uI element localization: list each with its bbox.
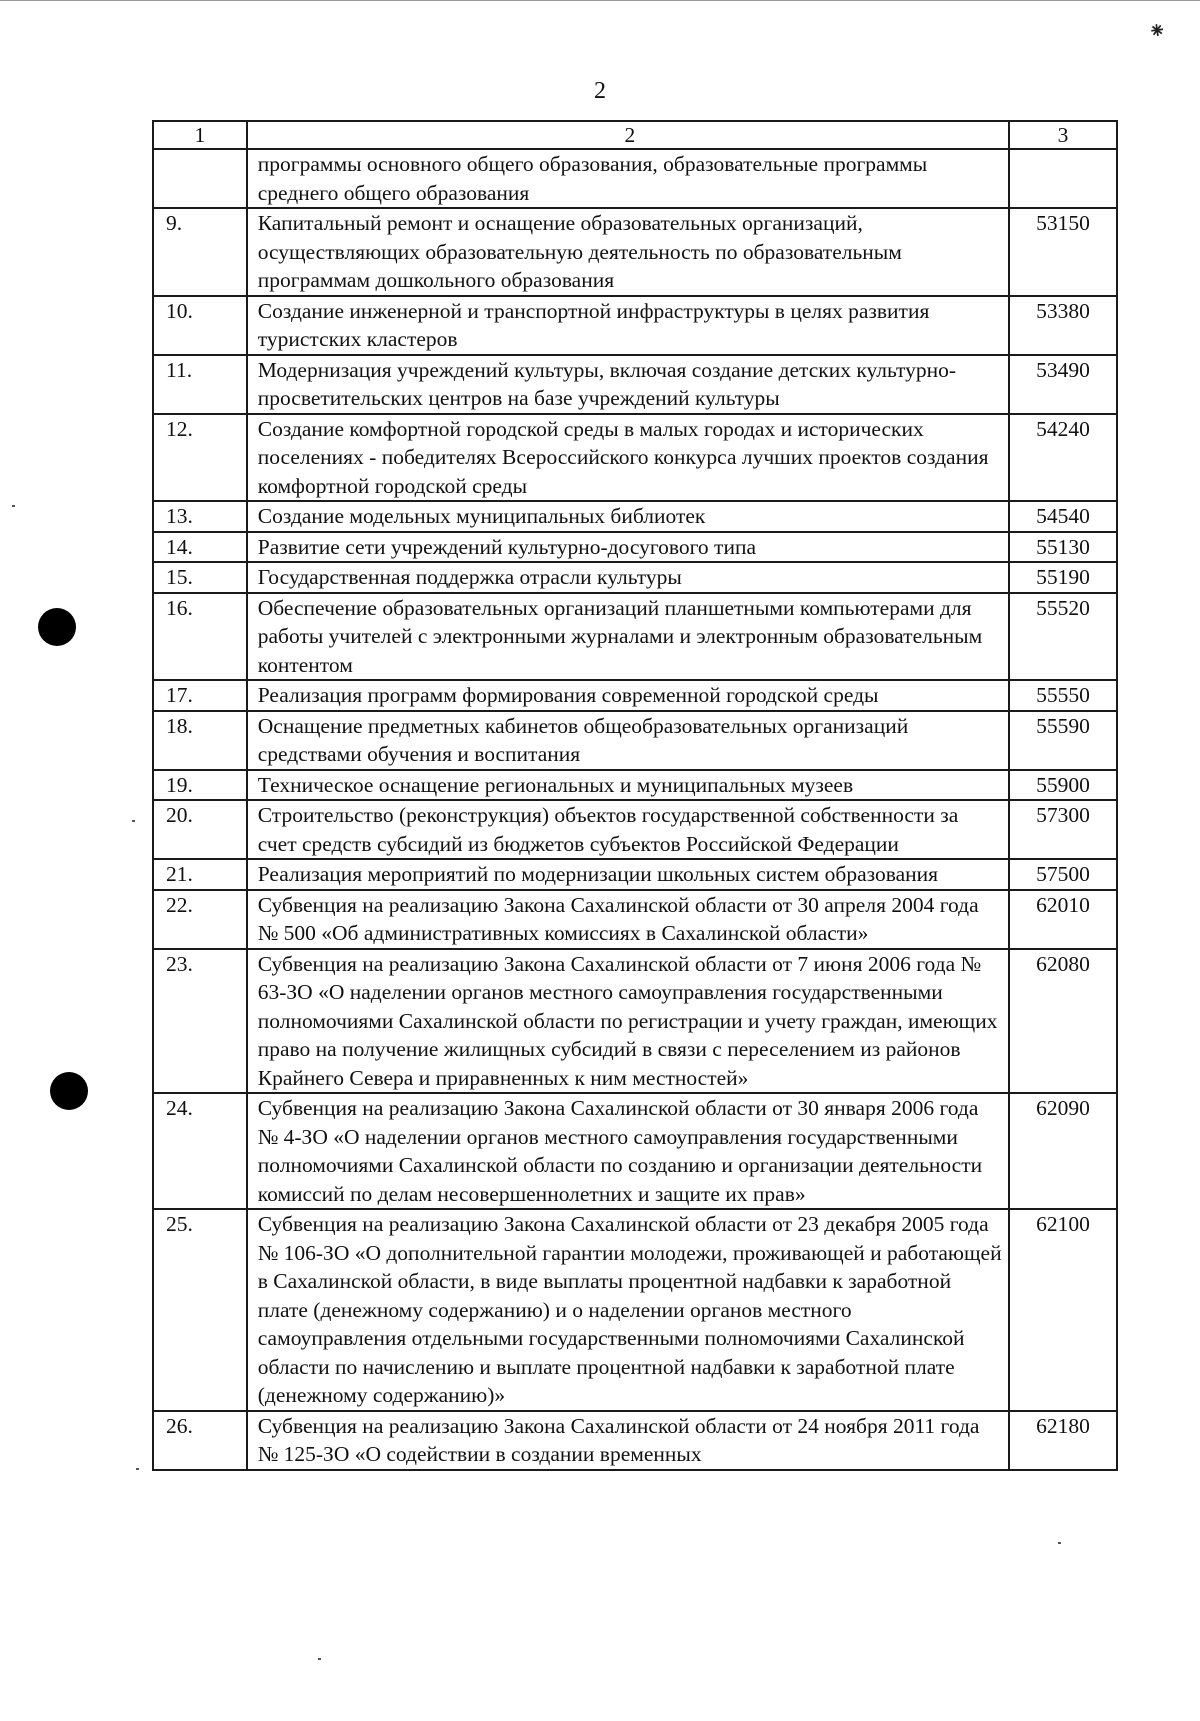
row-number-cell: 12. [153, 414, 247, 502]
row-number-cell: 13. [153, 501, 247, 532]
table-row [153, 949, 1117, 1094]
scan-speck [1058, 1542, 1061, 1544]
row-description-cell: Техническое оснащение региональных и муниципальных музеев [247, 770, 1009, 801]
row-number-cell: 10. [153, 296, 247, 355]
row-number-cell: 18. [153, 711, 247, 770]
row-code-cell: 62090 [1009, 1093, 1117, 1209]
row-number-cell: 16. [153, 593, 247, 681]
scan-artifact-mark: ⁕ [1146, 16, 1169, 45]
row-code-cell: 54540 [1009, 501, 1117, 532]
punch-hole [50, 1072, 88, 1110]
row-description-cell: Оснащение предметных кабинетов общеобразовательных организаций средствами обучения и воспитания [247, 711, 1009, 770]
row-number-cell [153, 149, 247, 208]
row-number-cell: 24. [153, 1093, 247, 1209]
table-row [153, 501, 1117, 532]
row-code-cell: 53150 [1009, 208, 1117, 296]
row-code-cell: 62010 [1009, 890, 1117, 949]
table-row [153, 711, 1117, 770]
table-row [153, 1411, 1117, 1470]
table-row [153, 208, 1117, 296]
row-description-cell: Субвенция на реализацию Закона Сахалинской области от 24 ноября 2011 года № 125-ЗО «О содействии в создании временных [247, 1411, 1009, 1470]
table-row [153, 355, 1117, 414]
table-row [153, 149, 1117, 208]
page-number: 2 [594, 78, 606, 104]
row-code-cell: 62180 [1009, 1411, 1117, 1470]
row-code-cell: 55900 [1009, 770, 1117, 801]
row-number-cell: 9. [153, 208, 247, 296]
row-description-cell: Субвенция на реализацию Закона Сахалинской области от 30 апреля 2004 года № 500 «Об административных комиссиях в Сахалинской области» [247, 890, 1009, 949]
scan-speck [136, 1468, 139, 1470]
row-number-cell: 22. [153, 890, 247, 949]
table-row [153, 532, 1117, 563]
column-header-3: 3 [1009, 121, 1117, 149]
row-description-cell: программы основного общего образования, образовательные программы среднего общего образования [247, 149, 1009, 208]
row-description-cell: Строительство (реконструкция) объектов государственной собственности за счет средств субсидий из бюджетов субъектов Российской Федерации [247, 800, 1009, 859]
row-number-cell: 11. [153, 355, 247, 414]
scan-speck [132, 820, 135, 822]
row-description-cell: Субвенция на реализацию Закона Сахалинской области от 23 декабря 2005 года № 106-ЗО «О дополнительной гарантии молодежи, проживающей и работающей в Сахалинской области, в виде выплаты процентной надбавки к заработной плате (денежному содержанию) и о наделении органов местного самоуправления отдельными государственными полномочиями Сахалинской области по начислению и выплате процентной надбавки к заработной плате (денежному содержанию)» [247, 1209, 1009, 1411]
table-row [153, 414, 1117, 502]
row-description-cell: Реализация программ формирования современной городской среды [247, 680, 1009, 711]
table-row [153, 1209, 1117, 1411]
row-code-cell: 57500 [1009, 859, 1117, 890]
row-description-cell: Создание комфортной городской среды в малых городах и исторических поселениях - победителях Всероссийского конкурса лучших проектов создания комфортной городской среды [247, 414, 1009, 502]
table-header-row [153, 121, 1117, 149]
row-description-cell: Капитальный ремонт и оснащение образовательных организаций, осуществляющих образовательную деятельность по образовательным программам дошкольного образования [247, 208, 1009, 296]
scan-speck [318, 1658, 321, 1660]
row-description-cell: Государственная поддержка отрасли культуры [247, 562, 1009, 593]
row-code-cell: 53380 [1009, 296, 1117, 355]
row-number-cell: 23. [153, 949, 247, 1094]
row-description-cell: Субвенция на реализацию Закона Сахалинской области от 7 июня 2006 года № 63-ЗО «О наделении органов местного самоуправления государственными полномочиями Сахалинской области по регистрации и учету граждан, имеющих право на получение жилищных субсидий в связи с переселением из районов Крайнего Севера и приравненных к ним местностей» [247, 949, 1009, 1094]
row-number-cell: 21. [153, 859, 247, 890]
row-code-cell: 54240 [1009, 414, 1117, 502]
row-number-cell: 20. [153, 800, 247, 859]
row-number-cell: 26. [153, 1411, 247, 1470]
row-number-cell: 15. [153, 562, 247, 593]
scan-speck [12, 505, 15, 507]
row-description-cell: Обеспечение образовательных организаций планшетными компьютерами для работы учителей с электронными журналами и электронным образовательным контентом [247, 593, 1009, 681]
punch-hole [38, 608, 76, 646]
table-row [153, 859, 1117, 890]
table-row [153, 770, 1117, 801]
row-number-cell: 17. [153, 680, 247, 711]
row-description-cell: Развитие сети учреждений культурно-досугового типа [247, 532, 1009, 563]
row-code-cell: 55590 [1009, 711, 1117, 770]
column-header-1: 1 [153, 121, 247, 149]
row-number-cell: 25. [153, 1209, 247, 1411]
table-row [153, 593, 1117, 681]
table-row [153, 800, 1117, 859]
row-code-cell: 55130 [1009, 532, 1117, 563]
row-code-cell: 55520 [1009, 593, 1117, 681]
row-code-cell: 57300 [1009, 800, 1117, 859]
table-row [153, 296, 1117, 355]
budget-code-table [152, 120, 1118, 1471]
row-description-cell: Модернизация учреждений культуры, включая создание детских культурно-просветительских центров на базе учреждений культуры [247, 355, 1009, 414]
row-number-cell: 19. [153, 770, 247, 801]
row-code-cell [1009, 149, 1117, 208]
table-row [153, 890, 1117, 949]
table-row [153, 562, 1117, 593]
row-code-cell: 53490 [1009, 355, 1117, 414]
row-code-cell: 55190 [1009, 562, 1117, 593]
row-description-cell: Создание инженерной и транспортной инфраструктуры в целях развития туристских кластеров [247, 296, 1009, 355]
row-code-cell: 62080 [1009, 949, 1117, 1094]
row-description-cell: Создание модельных муниципальных библиотек [247, 501, 1009, 532]
row-number-cell: 14. [153, 532, 247, 563]
column-header-2: 2 [247, 121, 1009, 149]
table-body [153, 121, 1117, 1470]
table-row [153, 680, 1117, 711]
row-description-cell: Реализация мероприятий по модернизации школьных систем образования [247, 859, 1009, 890]
table-row [153, 1093, 1117, 1209]
scan-top-edge [0, 0, 1200, 1]
row-code-cell: 62100 [1009, 1209, 1117, 1411]
row-description-cell: Субвенция на реализацию Закона Сахалинской области от 30 января 2006 года № 4-ЗО «О наделении органов местного самоуправления государственными полномочиями Сахалинской области по созданию и организации деятельности комиссий по делам несовершеннолетних и защите их прав» [247, 1093, 1009, 1209]
row-code-cell: 55550 [1009, 680, 1117, 711]
